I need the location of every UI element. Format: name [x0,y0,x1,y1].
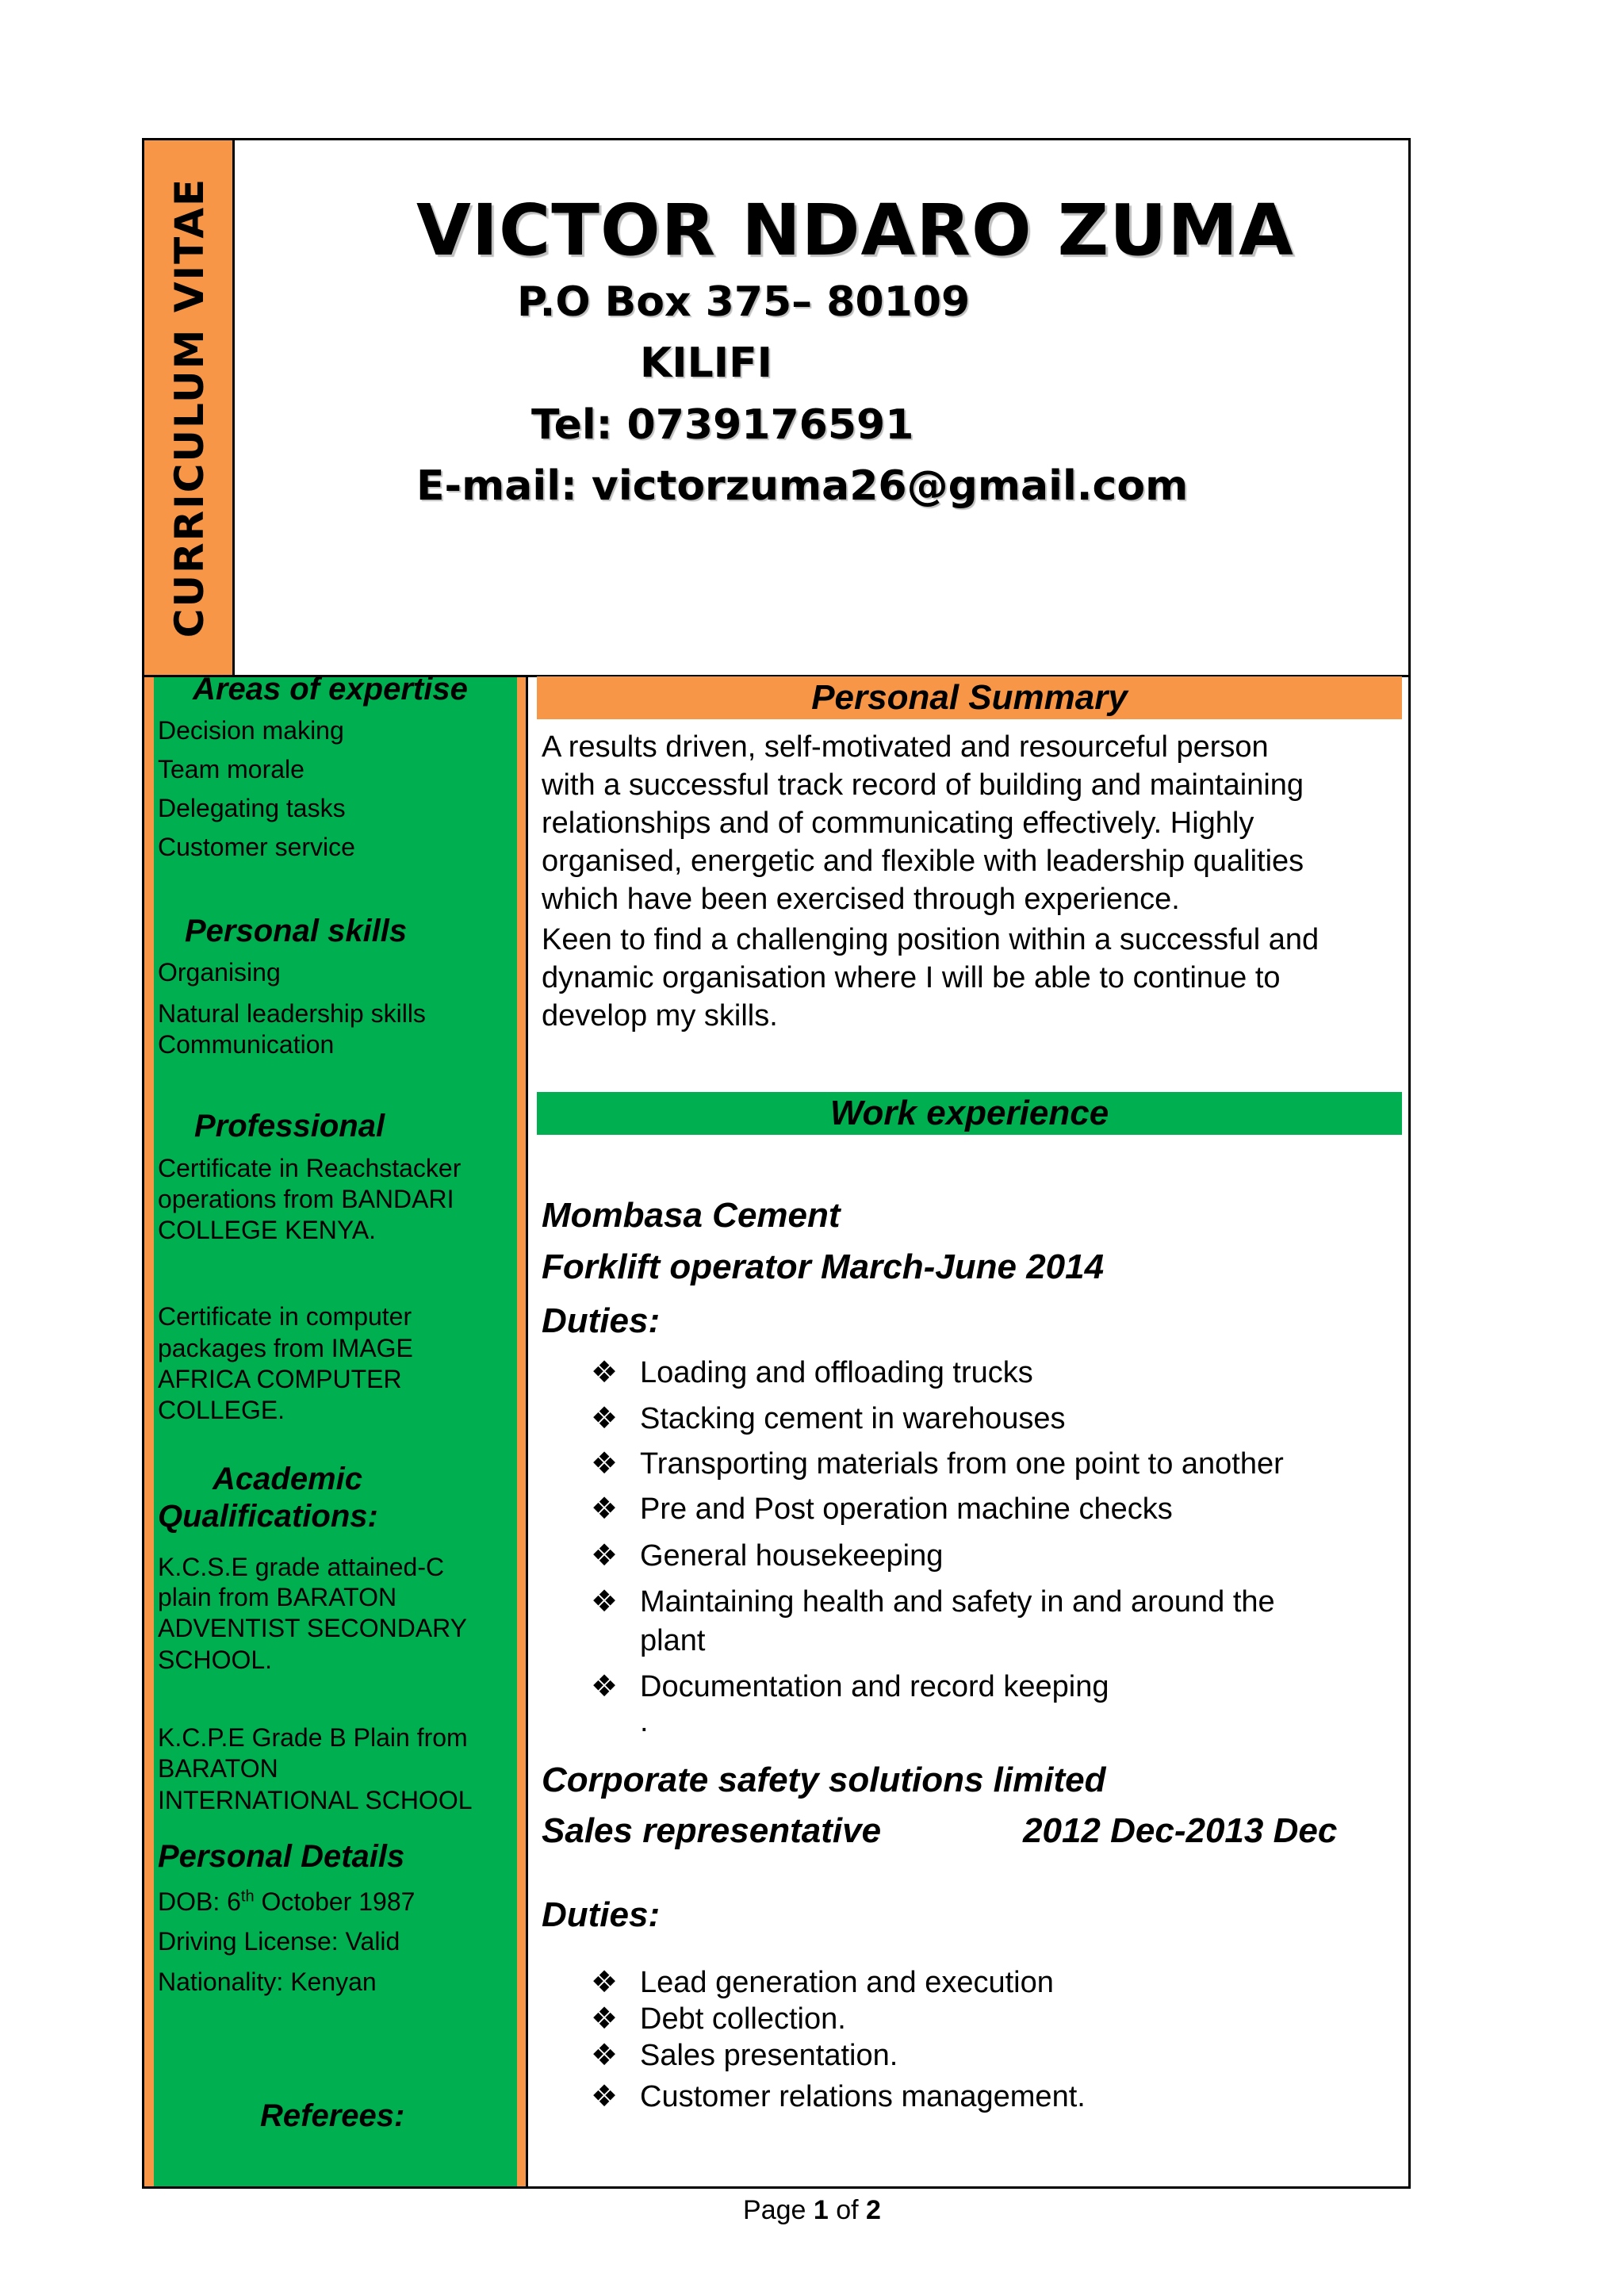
cert-line: COLLEGE KENYA. [158,1216,377,1244]
bullet-icon: ❖ [591,1492,619,1526]
bullet-icon: ❖ [591,2039,619,2072]
job2-duty: ❖ Debt collection. [591,2000,846,2038]
bullet-icon: ❖ [591,1539,619,1573]
job2-duty: ❖ Lead generation and execution [591,1964,1054,2002]
qualification-line: K.C.S.E grade attained-C [158,1553,445,1581]
qualification-line: ADVENTIST SECONDARY [158,1614,468,1642]
qualification-line: SCHOOL. [158,1646,273,1674]
bullet-icon: ❖ [591,2080,619,2113]
skill-item: Communication [158,1030,335,1059]
date-of-birth: DOB: 6th October 1987 [158,1887,416,1916]
referees-heading: Referees: [260,2098,405,2133]
cert-line: Certificate in computer [158,1302,412,1331]
personal-details-heading: Personal Details [158,1839,405,1874]
expertise-heading: Areas of expertise [193,672,468,707]
summary-header [537,676,1402,719]
qualification-line: plain from BARATON [158,1583,397,1611]
job1-duty: ❖ Pre and Post operation machine checks [591,1490,1173,1528]
job1-duty: ❖ Documentation and record keeping [591,1668,1109,1706]
side-title: CURRICULUM VITAE [167,177,213,638]
email: E-mail: victorzuma26@gmail.com [416,462,1189,510]
skill-item: Natural leadership skills [158,999,426,1028]
job1-role: Forklift operator March-June 2014 [542,1247,1105,1286]
summary-line: with a successful track record of building and maintaining [542,768,1304,802]
cert-line: AFRICA COMPUTER [158,1365,402,1393]
driving-license: Driving License: Valid [158,1927,400,1956]
summary-line: A results driven, self-motivated and resourceful person [542,730,1269,764]
candidate-name: VICTOR NDARO ZUMA [416,189,1294,271]
bullet-icon: ❖ [591,1447,619,1481]
trailing-dot: . [640,1705,649,1738]
summary-paragraph-2 [542,921,1406,1035]
work-title: Work experience [829,1094,1109,1132]
expertise-item: Decision making [158,716,344,745]
job2-duty: ❖ Sales presentation. [591,2036,898,2075]
summary-line: Keen to find a challenging position within a successful and [542,923,1320,956]
summary-line: which have been exercised through experience. [542,883,1180,916]
job2-period: 2012 Dec-2013 Dec [1023,1811,1338,1850]
job1-duty-continuation: plant [640,1624,706,1657]
postal-address: P.O Box 375– 80109 [517,278,971,326]
qualification-line: K.C.P.E Grade B Plain from [158,1723,468,1752]
bullet-icon: ❖ [591,1402,619,1435]
expertise-item: Customer service [158,833,355,861]
job2-company: Corporate safety solutions limited [542,1761,1106,1799]
qualification-line: INTERNATIONAL SCHOOL [158,1786,473,1814]
cert-line: Certificate in Reachstacker [158,1154,462,1182]
expertise-item: Team morale [158,755,304,784]
academic-heading-2: Qualifications: [158,1499,378,1534]
summary-line: relationships and of communicating effectively. Highly [542,807,1254,840]
sidebar-border-left [144,677,154,2186]
bullet-icon: ❖ [591,1966,619,1999]
job1-duty: ❖ Maintaining health and safety in and around the [591,1583,1275,1621]
telephone: Tel: 0739176591 [531,401,914,449]
sidebar [154,677,517,2186]
job2-duties-label: Duties: [542,1895,661,1934]
work-header [537,1092,1402,1135]
bullet-icon: ❖ [591,1670,619,1703]
summary-title: Personal Summary [811,678,1128,717]
job1-duty: ❖ Stacking cement in warehouses [591,1400,1066,1438]
sidebar-border-right [517,677,526,2186]
page-number: Page 1 of 2 [743,2195,881,2225]
job1-company: Mombasa Cement [542,1196,841,1235]
cert-line: COLLEGE. [158,1396,285,1424]
job1-duties-label: Duties: [542,1301,661,1340]
bullet-icon: ❖ [591,2002,619,2036]
job1-duty: ❖ Transporting materials from one point to another [591,1445,1284,1483]
summary-line: dynamic organisation where I will be able to continue to [542,961,1281,994]
job1-duty: ❖ General housekeeping [591,1537,943,1575]
job2-role: Sales representative [542,1811,882,1850]
academic-heading: Academic [213,1462,362,1496]
professional-heading: Professional [194,1109,385,1144]
skills-heading: Personal skills [185,914,408,948]
job1-duty: ❖ Loading and offloading trucks [591,1354,1033,1392]
cert-line: packages from IMAGE [158,1334,413,1362]
bullet-icon: ❖ [591,1356,619,1389]
qualification-line: BARATON [158,1754,278,1783]
skill-item: Organising [158,958,281,987]
expertise-item: Delegating tasks [158,794,346,822]
summary-paragraph-1 [542,728,1406,918]
cert-line: operations from BANDARI [158,1185,454,1213]
job2-duty: ❖ Customer relations management. [591,2078,1086,2116]
bullet-icon: ❖ [591,1585,619,1619]
nationality: Nationality: Kenyan [158,1967,377,1996]
town: KILIFI [640,339,772,387]
summary-line: organised, energetic and flexible with leadership qualities [542,845,1304,878]
summary-line: develop my skills. [542,999,778,1033]
sidebar-divider [526,677,528,2186]
